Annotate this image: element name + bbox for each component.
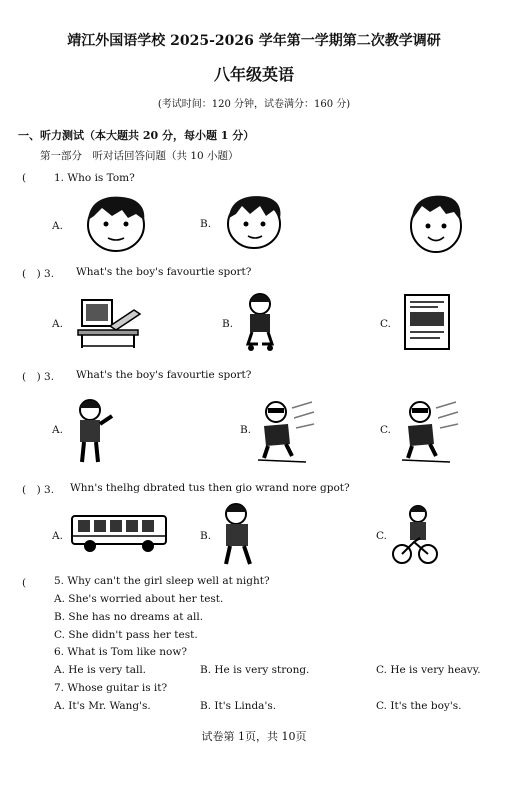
option-label: B. [240,424,252,436]
option-label: A. [52,220,63,232]
cyclist-icon [392,504,438,568]
boy-face-icon [406,192,466,254]
question-bracket: ( [22,577,37,589]
option-label: B. [222,318,234,330]
option-label: C. [380,424,391,436]
question-text: 5. Why can't the girl sleep well at night? [54,575,270,587]
option-text: C. He is very heavy. [376,664,481,676]
option-label: C. [380,318,391,330]
option-label: C. [376,530,387,542]
boy-sitting-icon [242,292,278,352]
option-label: B. [200,530,212,542]
option-text: B. She has no dreams at all. [54,611,204,623]
question-bracket: ( [22,172,27,184]
option-text: C. It's the boy's. [376,700,462,712]
option-text: B. It's Linda's. [200,700,277,712]
question-text: What's the boy's favourtie sport? [76,266,252,278]
skier-icon [256,398,316,466]
option-text: A. It's Mr. Wang's. [54,700,151,712]
skier-icon [400,398,460,466]
subject-title: 八年级英语 [213,65,294,84]
option-text: A. He is very tall. [54,664,147,676]
option-label: A. [52,424,63,436]
bus-icon [70,512,170,554]
option-label: A. [52,318,63,330]
question-bracket: ( ) 3. [22,268,55,280]
boy-waving-icon [70,398,116,466]
question-bracket: ( ) 3. [22,371,55,383]
question-text: What's the boy's favourtie sport? [76,369,252,381]
boy-walking-icon [218,502,256,568]
computer-icon [76,296,142,350]
option-label: A. [52,530,63,542]
page-number: 试卷第 1页，共 10页 [201,730,307,743]
question-text: 6. What is Tom like now? [54,646,187,658]
option-text: C. She didn't pass her test. [54,629,198,641]
boy-face-icon [80,192,152,254]
exam-info: (考试时间：120 分钟，试卷满分：160 分) [157,99,351,110]
option-text: B. He is very strong. [200,664,310,676]
option-label: B. [200,218,212,230]
question-text: 1. Who is Tom? [54,172,135,184]
document-icon [402,292,452,352]
section-title: 一、听力测试（本大题共 20 分，每小题 1 分） [18,129,255,142]
exam-title: 靖江外国语学校 2025-2026 学年第一学期第二次教学调研 [67,33,441,49]
option-text: A. She's worried about her test. [54,593,224,605]
boy-face-icon [222,192,286,250]
question-bracket: ( ) 3. [22,484,55,496]
question-text: 7. Whose guitar is it? [54,682,168,694]
part-title: 第一部分 听对话回答问题（共 10 小题） [40,150,239,162]
question-text: Whn's thelhg dbrated tus then gio wrand nore gpot? [70,482,350,494]
